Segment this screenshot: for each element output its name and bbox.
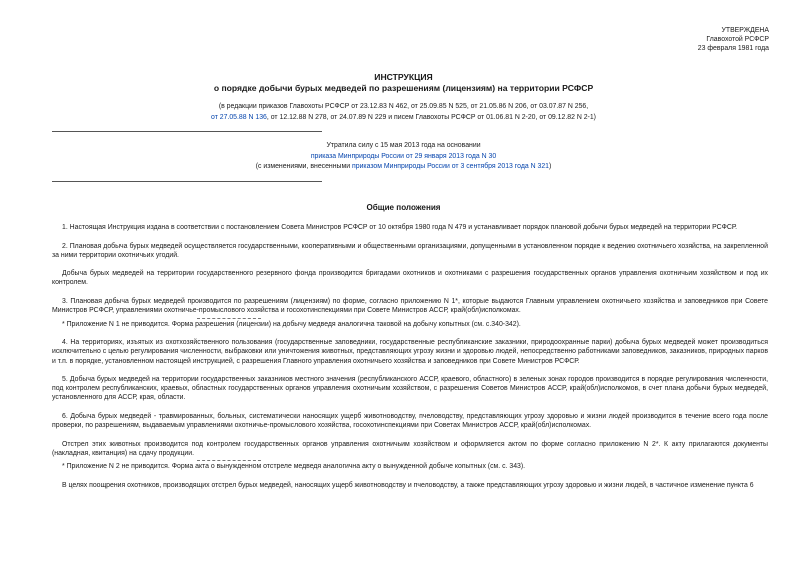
divider-bottom xyxy=(52,181,322,182)
footnote-1: * Приложение N 1 не приводится. Форма разрешения (лицензии) на добычу медведя аналогична таковой на добычу копытных (см. с.340-342). xyxy=(62,320,521,328)
order-link-321[interactable]: приказом Минприроды России от 3 сентября 2013 года N 321 xyxy=(352,163,549,171)
lost-force-prefix: (с изменениями, внесенными xyxy=(255,163,352,171)
paragraph-2: 2. Плановая добыча бурых медведей осуществляется государственными, кооперативными и общественными организациями, допущенными в установленном порядке к ведению охотничьего хозяйства, на закрепленной за ними территории охотничьих угодий. xyxy=(52,242,768,259)
order-link-30[interactable]: приказа Минприроды России от 29 января 2013 года N 30 xyxy=(310,152,497,160)
paragraph-5: 4. На территориях, изъятых из охотхозяйственного пользования (государственные заповедники, государственные республиканские заказники, природоохранные парки) добыча бурых медведей может производиться исключительно с целью регулирования численности, выбраковки или уничтожения животных, представляющих угрозу жизни и здоровью людей, непосредственно работниками заповедников, заказников, природных парков и т.п. в порядке, установленном настоящей инструкцией, с разрешения Главного управления охотничьего хозяйства и заповедников при Совете Министров РСФСР. xyxy=(52,339,768,365)
footnote-separator-1 xyxy=(197,318,261,319)
lost-force-line-2 xyxy=(0,152,807,163)
paragraph-7: 6. Добыча бурых медведей - травмированных, больных, систематически наносящих ущерб животноводству, пчеловодству, представляющих угрозу здоровью и жизни людей производится в течение всего года после проверки, по разрешениям, выдаваемым управлениями охотничье-промыслового хозяйства, госохотинспекциями при Советах Министров АССР, край(обл)исполкомах. xyxy=(52,413,768,430)
paragraph-4: 3. Плановая добыча бурых медведей производится по разрешениям (лицензиям) по форме, согласно приложению N 1*, которые выдаются Главным управлением охотничьего хозяйства и заповедников при Совете Министров РСФСР, управлениями охотничье-промыслового хозяйства и госохотинспекциями при Совете Министров АССР, край(обл)исполкомах. xyxy=(52,298,768,315)
document-title: ИНСТРУКЦИЯ xyxy=(374,72,433,82)
paragraph-1: 1. Настоящая Инструкция издана в соответствии с постановлением Совета Министров РСФСР от 10 октября 1980 года N 479 и устанавливает порядок плановой добычи бурых медведей на территории РСФСР. xyxy=(62,224,738,231)
editions-line-2 xyxy=(0,113,807,124)
approval-line-date: 23 февраля 1981 года xyxy=(697,44,769,52)
paragraph-6: 5. Добыча бурых медведей на территории государственных заказников местного значения (республиканского АССР, краевого, областного) в зеленых зонах городов производится в порядке регулирования численности, под контролем республиканских, краевых, областных государственных органов управления охотничьим хозяйством, с разрешения Советов Министров АССР, край(обл)исполкомов, в счет плана добычи бурых медведей, установленного для АССР, края, области. xyxy=(52,376,768,402)
editions-note xyxy=(0,102,807,123)
approval-stamp xyxy=(698,27,769,54)
approval-line-authority: Главохотой РСФСР xyxy=(706,35,769,43)
edition-link[interactable]: от 27.05.88 N 136 xyxy=(211,114,267,122)
document-body xyxy=(52,223,768,500)
title-block xyxy=(0,72,807,124)
footnote-2: * Приложение N 2 не приводится. Форма акта о вынужденном отстреле медведя аналогична акту о вынужденной добыче копытных (см. с. 343). xyxy=(62,463,526,471)
document-subtitle: о порядке добычи бурых медведей по разрешениям (лицензиям) на территории РСФСР xyxy=(213,83,594,94)
paragraph-8: Отстрел этих животных производится под контролем государственных органов управления охотничьим хозяйством и оформляется актом по форме согласно приложению N 2*. К акту прилагаются документы (накладная, квитанция) на сдачу продукции. xyxy=(52,440,768,457)
lost-force-line-1: Утратила силу с 15 мая 2013 года на основании xyxy=(326,142,481,149)
editions-line-2-text: , от 12.12.88 N 278, от 24.07.89 N 229 и писем Главохоты РСФСР от 01.06.81 N 2-20, от 09.12.82 N 2-1) xyxy=(266,114,596,122)
lost-force-suffix: ) xyxy=(549,163,552,171)
lost-force-note xyxy=(0,141,807,173)
approval-line-approved: УТВЕРЖДЕНА xyxy=(721,27,769,34)
editions-line-1: (в редакции приказов Главохоты РСФСР от 23.12.83 N 462, от 25.09.85 N 525, от 21.05.86 N 206, от 03.07.87 N 256, xyxy=(218,103,589,111)
section-heading: Общие положения xyxy=(366,203,441,212)
footnote-separator-2 xyxy=(197,460,261,461)
paragraph-9: В целях поощрения охотников, производящих отстрел бурых медведей, наносящих ущерб животноводству и пчеловодству, а также представляющих угрозу здоровью и жизни людей, в частичное изменение пункта 6 xyxy=(62,482,754,490)
divider-top xyxy=(52,131,322,132)
paragraph-3: Добыча бурых медведей на территории государственного резервного фонда производится бригадами охотников и охотниками с разрешения государственных органов управления охотничьим хозяйством и под их контролем. xyxy=(52,270,768,287)
lost-force-line-3 xyxy=(0,162,807,173)
